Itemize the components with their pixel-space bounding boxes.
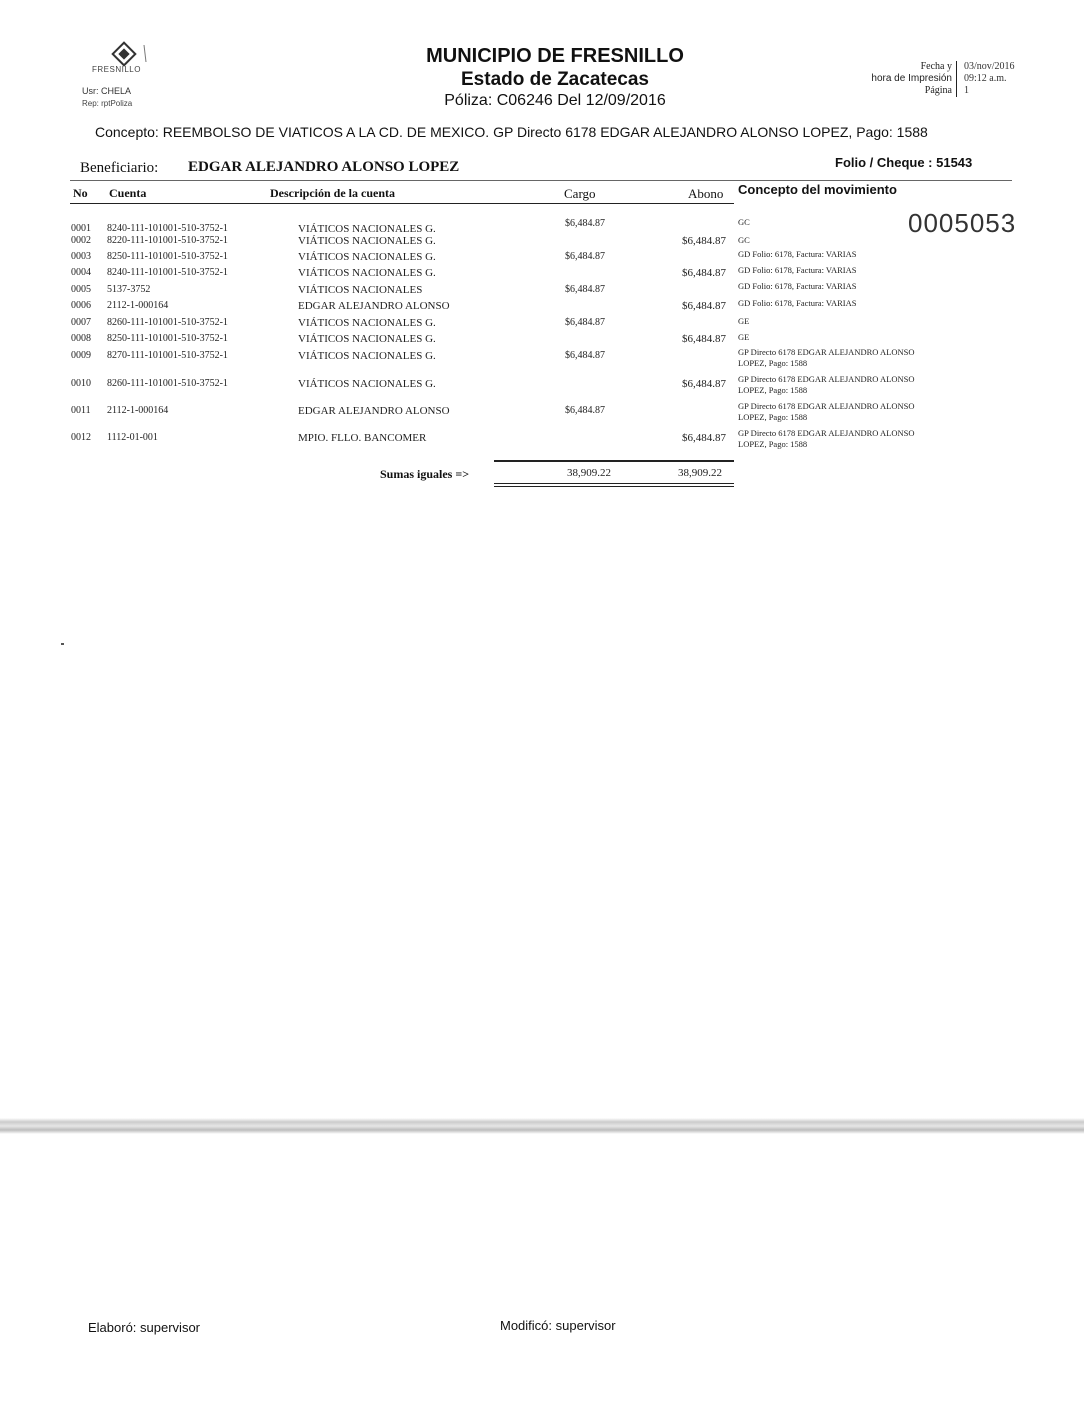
logo-caption: FRESNILLO	[92, 65, 141, 74]
user-label: Usr: CHELA	[82, 86, 132, 96]
row-no: 0006	[71, 300, 91, 311]
poliza-number: Póliza: C06246 Del 12/09/2016	[444, 92, 666, 109]
elaboro-label: Elaboró: supervisor	[88, 1320, 200, 1335]
row-concepto-line-1: GP Directo 6178 EDGAR ALEJANDRO ALONSO	[738, 401, 915, 411]
row-concepto-line-1: GD Folio: 6178, Factura: VARIAS	[738, 298, 857, 308]
row-concepto-line-2: LOPEZ, Pago: 1588	[738, 358, 808, 368]
row-descripcion: VIÁTICOS NACIONALES G.	[298, 378, 436, 390]
row-no: 0011	[71, 405, 91, 416]
page-title: MUNICIPIO DE FRESNILLO	[426, 45, 684, 67]
row-cuenta: 8260-111-101001-510-3752-1	[107, 378, 228, 389]
row-cuenta: 8260-111-101001-510-3752-1	[107, 317, 228, 328]
row-cuenta: 2112-1-000164	[107, 405, 169, 416]
row-cargo: $6,484.87	[565, 405, 605, 416]
report-label: Rep: rptPoliza	[82, 99, 133, 108]
row-concepto	[738, 298, 856, 309]
row-cargo: $6,484.87	[565, 218, 605, 229]
row-abono: $6,484.87	[682, 300, 726, 312]
row-concepto-line-1: GP Directo 6178 EDGAR ALEJANDRO ALONSO	[738, 428, 915, 438]
row-concepto	[738, 401, 915, 423]
row-concepto-line-1: GD Folio: 6178, Factura: VARIAS	[738, 249, 857, 259]
row-abono: $6,484.87	[682, 267, 726, 279]
print-info-values	[964, 61, 1015, 97]
row-concepto	[738, 249, 856, 260]
row-cuenta: 8250-111-101001-510-3752-1	[107, 251, 228, 262]
row-concepto	[738, 316, 749, 327]
row-no: 0004	[71, 267, 91, 278]
row-concepto	[738, 217, 750, 228]
row-descripcion: EDGAR ALEJANDRO ALONSO	[298, 405, 450, 417]
row-no: 0009	[71, 350, 91, 361]
row-concepto-line-1: GE	[738, 332, 750, 342]
row-abono: $6,484.87	[682, 378, 726, 390]
row-concepto	[738, 332, 749, 343]
row-concepto-line-1: GC	[738, 235, 750, 245]
row-concepto	[738, 428, 915, 450]
modifico-label: Modificó: supervisor	[500, 1318, 616, 1333]
row-concepto-line-1: GC	[738, 217, 750, 227]
row-concepto-line-2: LOPEZ, Pago: 1588	[738, 385, 808, 395]
page-subtitle: Estado de Zacatecas	[461, 69, 649, 90]
row-no: 0005	[71, 284, 91, 295]
row-concepto	[738, 235, 750, 246]
print-date-label: Fecha y	[920, 61, 952, 72]
beneficiario-value: EDGAR ALEJANDRO ALONSO LOPEZ	[188, 159, 460, 175]
totals-label: Sumas iguales =>	[380, 467, 470, 481]
row-no: 0007	[71, 317, 91, 328]
print-date: 03/nov/2016	[964, 61, 1015, 72]
row-cuenta: 8250-111-101001-510-3752-1	[107, 333, 228, 344]
row-descripcion: VIÁTICOS NACIONALES G.	[298, 251, 436, 263]
row-descripcion: EDGAR ALEJANDRO ALONSO	[298, 300, 450, 312]
concepto-line: Concepto: REEMBOLSO DE VIATICOS A LA CD. DE MEXICO. GP Directo 6178 EDGAR ALEJANDRO ALONSO LOPEZ, Pago: 1588	[95, 124, 928, 140]
row-no: 0008	[71, 333, 91, 344]
column-header-abono: Abono	[688, 186, 724, 201]
row-no: 0001	[71, 223, 91, 234]
scan-speck	[61, 643, 64, 645]
row-descripcion: VIÁTICOS NACIONALES G.	[298, 267, 436, 279]
column-header-concepto: Concepto del movimiento	[738, 182, 897, 197]
folio-stamp: 0005053	[908, 208, 1017, 238]
row-abono: $6,484.87	[682, 432, 726, 444]
totals-bottom-rule-double	[494, 486, 734, 487]
row-descripcion: VIÁTICOS NACIONALES G.	[298, 317, 436, 329]
row-concepto	[738, 281, 856, 292]
column-header-cargo: Cargo	[564, 186, 596, 201]
totals-abono: 38,909.22	[678, 467, 722, 479]
row-descripcion: MPIO. FLLO. BANCOMER	[298, 432, 427, 444]
row-cargo: $6,484.87	[565, 284, 605, 295]
row-concepto-line-1: GD Folio: 6178, Factura: VARIAS	[738, 281, 857, 291]
print-info-labels	[840, 61, 957, 97]
print-time-label: hora de Impresión	[871, 73, 952, 84]
row-cargo: $6,484.87	[565, 317, 605, 328]
page-number: 1	[964, 85, 969, 96]
row-no: 0010	[71, 378, 91, 389]
row-cuenta: 2112-1-000164	[107, 300, 169, 311]
totals-bottom-rule	[494, 483, 734, 484]
page-label: Página	[924, 85, 952, 96]
beneficiario-label: Beneficiario:	[80, 160, 159, 176]
row-cuenta: 5137-3752	[107, 284, 151, 295]
row-concepto-line-1: GE	[738, 316, 750, 326]
row-concepto-line-2: LOPEZ, Pago: 1588	[738, 439, 808, 449]
row-cuenta: 8220-111-101001-510-3752-1	[107, 235, 228, 246]
table-header-rule	[70, 203, 734, 204]
row-no: 0012	[71, 432, 91, 443]
row-no: 0002	[71, 235, 91, 246]
row-concepto-line-1: GD Folio: 6178, Factura: VARIAS	[738, 265, 857, 275]
column-header-descripcion: Descripción de la cuenta	[270, 186, 395, 200]
totals-cargo: 38,909.22	[567, 467, 611, 479]
totals-top-rule	[494, 460, 734, 462]
row-descripcion: VIÁTICOS NACIONALES G.	[298, 235, 436, 247]
folio-cheque: Folio / Cheque : 51543	[835, 155, 973, 170]
row-cuenta: 8240-111-101001-510-3752-1	[107, 223, 228, 234]
row-concepto-line-1: GP Directo 6178 EDGAR ALEJANDRO ALONSO	[738, 347, 915, 357]
print-time: 09:12 a.m.	[964, 73, 1007, 84]
row-concepto	[738, 347, 915, 369]
row-cuenta: 8270-111-101001-510-3752-1	[107, 350, 228, 361]
scan-band	[0, 1118, 1084, 1134]
row-descripcion: VIÁTICOS NACIONALES G.	[298, 223, 436, 235]
row-abono: $6,484.87	[682, 333, 726, 345]
row-descripcion: VIÁTICOS NACIONALES G.	[298, 333, 436, 345]
row-cuenta: 1112-01-001	[107, 432, 158, 443]
column-header-no: No	[73, 186, 88, 200]
row-concepto-line-1: GP Directo 6178 EDGAR ALEJANDRO ALONSO	[738, 374, 915, 384]
row-descripcion: VIÁTICOS NACIONALES	[298, 284, 423, 296]
row-concepto	[738, 374, 915, 396]
row-cargo: $6,484.87	[565, 251, 605, 262]
row-descripcion: VIÁTICOS NACIONALES G.	[298, 350, 436, 362]
row-no: 0003	[71, 251, 91, 262]
column-header-cuenta: Cuenta	[109, 186, 147, 200]
table-top-rule	[70, 180, 1012, 181]
row-concepto-line-2: LOPEZ, Pago: 1588	[738, 412, 808, 422]
row-cuenta: 8240-111-101001-510-3752-1	[107, 267, 228, 278]
row-concepto	[738, 265, 856, 276]
row-abono: $6,484.87	[682, 235, 726, 247]
row-cargo: $6,484.87	[565, 350, 605, 361]
